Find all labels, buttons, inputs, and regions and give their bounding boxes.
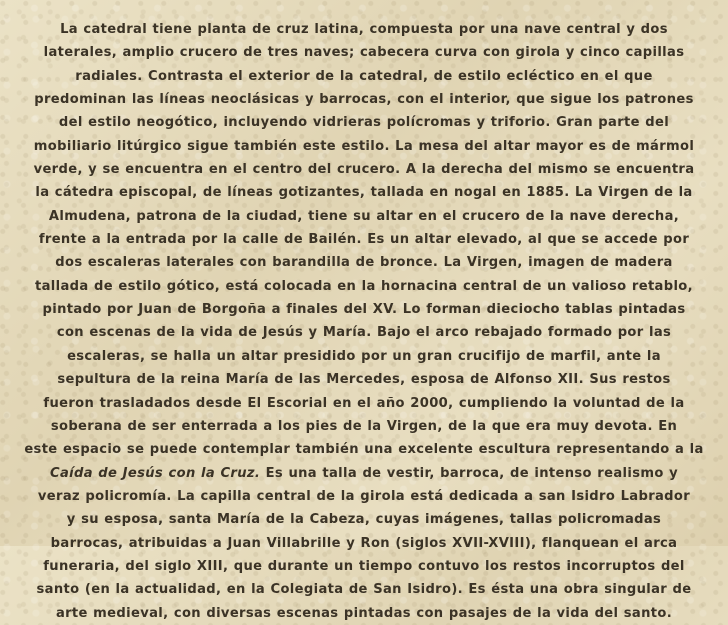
text-line-rest: Es una talla de vestir, barroca, de intenso realismo y — [260, 465, 678, 481]
text-line: tallada de estilo gótico, está colocada en la hornacina central de un valioso retablo, — [35, 278, 693, 294]
text-line: veraz policromía. La capilla central de la girola está dedicada a san Isidro Labrador — [37, 488, 691, 504]
text-line: pintado por Juan de Borgoña a finales del XV. Lo forman dieciocho tablas pintadas — [42, 302, 686, 318]
article-text — [0, 18, 728, 625]
text-line: mobiliario litúrgico sigue también este estilo. La mesa del altar mayor es de mármol — [33, 138, 695, 154]
text-line: del estilo neogótico, incluyendo vidrieras polícromas y triforio. Gran parte del — [58, 115, 670, 131]
text-line: La catedral tiene planta de cruz latina, compuesta por una nave central y dos — [60, 22, 668, 37]
text-line: soberana de ser enterrada a los pies de la Virgen, de la que era muy devota. En — [50, 418, 678, 434]
text-line: santo (en la actualidad, en la Colegiata de San Isidro). Es ésta una obra singular de — [36, 582, 692, 598]
text-line: arte medieval, con diversas escenas pintadas con pasajes de la vida del santo. — [55, 605, 673, 621]
text-line: barrocas, atribuidas a Juan Villabrille y Ron (siglos XVII-XVIII), flanquean el arca — [50, 535, 678, 551]
text-line-with-title — [0, 462, 728, 485]
text-line: radiales. Contrasta el exterior de la catedral, de estilo ecléctico en el que — [75, 68, 653, 84]
text-line: predominan las líneas neoclásicas y barrocas, con el interior, que sigue los patrones — [34, 92, 694, 108]
text-line: laterales, amplio crucero de tres naves; cabecera curva con girola y cinco capillas — [43, 45, 685, 61]
text-line: fueron trasladados desde El Escorial en el año 2000, cumpliendo la voluntad de la — [43, 395, 685, 411]
text-line: escaleras, se halla un altar presidido por un gran crucifijo de marfil, ante la — [67, 348, 661, 364]
text-line: verde, y se encuentra en el centro del crucero. A la derecha del mismo se encuentra — [33, 162, 695, 178]
text-line: frente a la entrada por la calle de Bailén. Es un altar elevado, al que se accede por — [38, 232, 690, 248]
text-line: funeraria, del siglo XIII, que durante un tiempo contuvo los restos incorruptos del — [43, 558, 685, 574]
text-line: la cátedra episcopal, de líneas gotizantes, tallada en nogal en 1885. La Virgen de la — [35, 185, 693, 201]
text-line: dos escaleras laterales con barandilla de bronce. La Virgen, imagen de madera — [55, 255, 673, 271]
text-line: y su esposa, santa María de la Cabeza, cuyas imágenes, tallas policromadas — [66, 512, 662, 528]
text-line: con escenas de la vida de Jesús y María. Bajo el arco rebajado formado por las — [56, 325, 672, 341]
text-line: Almudena, patrona de la ciudad, tiene su altar en el crucero de la nave derecha, — [48, 208, 680, 224]
sculpture-title: Caída de Jesús con la Cruz. — [50, 465, 261, 481]
text-line: sepultura de la reina María de las Mercedes, esposa de Alfonso XII. Sus restos — [57, 372, 671, 388]
text-line: este espacio se puede contemplar también una excelente escultura representando a la — [24, 442, 704, 458]
